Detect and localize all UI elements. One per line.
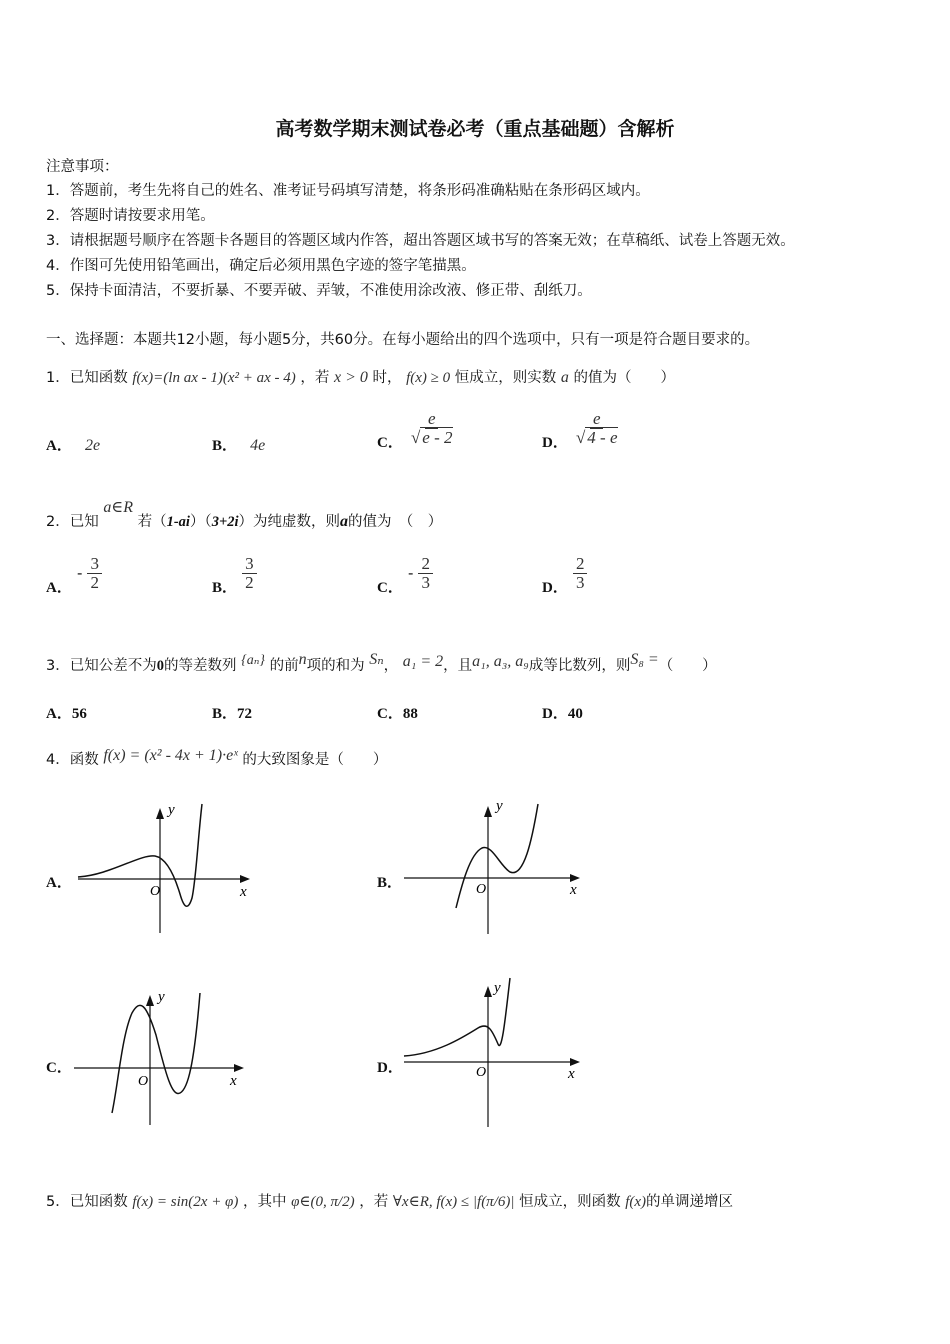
q1-text: 时， <box>372 370 402 386</box>
fraction-denominator: 2 <box>245 572 254 592</box>
q2-text: ）为纯虚数，则 <box>238 514 340 530</box>
origin-label: O <box>476 882 487 897</box>
q3-zero: 0 <box>156 658 164 674</box>
q2-option-c[interactable] <box>377 554 433 596</box>
option-label: D． <box>542 434 568 451</box>
q3-first-term: a₁ = 2 <box>402 653 444 670</box>
q2-number: 2．已知 <box>46 514 99 530</box>
q5-function: f(x) = sin(2x + φ) <box>132 1194 239 1210</box>
option-label: B． <box>212 579 238 596</box>
fraction-numerator: e <box>590 410 604 429</box>
q5-condition-2: ∀x∈R, f(x) ≤ |f(π/6)| <box>392 1194 515 1210</box>
q2-text: ）（ <box>189 514 212 530</box>
q1-option-c[interactable]: C． $\frac{e}{√ e - 2}$ <box>377 409 453 451</box>
fraction-numerator: 2 <box>573 555 588 574</box>
q4-option-b-label[interactable]: B． <box>377 875 403 891</box>
q2-text: 若（ <box>137 514 167 530</box>
q2-end: 的值为 （ ） <box>347 514 443 530</box>
q1-option-b[interactable] <box>212 434 265 455</box>
q3-terms: a₁, a₃, a₉ <box>472 653 529 670</box>
q4-graph-c[interactable] <box>70 985 260 1130</box>
x-axis-label: x <box>240 884 247 900</box>
q4-option-a-label[interactable]: A． <box>46 875 72 891</box>
option-value: 88 <box>402 706 418 722</box>
option-sign: - <box>407 562 414 582</box>
q1-option-a[interactable] <box>46 434 100 455</box>
q4-option-d-label[interactable]: D． <box>377 1060 403 1076</box>
notice-item: 1．答题前，考生先将自己的姓名、准考证号码填写清楚，将条形码准确粘贴在条形码区域内。 <box>46 183 650 199</box>
q3-sequence: {aₙ} <box>241 653 265 668</box>
q4-number: 4．函数 <box>46 752 99 768</box>
fraction-numerator: e <box>425 410 439 429</box>
q1-variable: a <box>560 369 569 386</box>
q5-end: 的单调递增区 <box>646 1194 734 1210</box>
option-label: D． <box>542 706 568 722</box>
q3-sum: Sₙ <box>369 651 384 668</box>
q4-option-c-label[interactable]: C． <box>46 1060 72 1076</box>
q4-graph-d[interactable] <box>400 972 590 1132</box>
option-label: C． <box>377 579 403 596</box>
option-label: B． <box>212 438 238 454</box>
q2-option-d[interactable] <box>542 554 587 596</box>
q1-condition-2: f(x) ≥ 0 <box>406 370 451 386</box>
q1-text: 恒成立，则实数 <box>454 370 557 386</box>
notice-item: 4．作图可先使用铅笔画出，确定后必须用黑色字迹的签字笔描黑。 <box>46 258 476 274</box>
q3-text: ， <box>383 658 399 674</box>
q3-n: n <box>298 651 307 668</box>
y-axis-label: y <box>158 989 165 1005</box>
x-axis-label: x <box>570 882 577 898</box>
q4-end: 的大致图象是（ ） <box>242 752 388 768</box>
q3-text: 的等差数列 <box>163 658 237 674</box>
origin-label: O <box>138 1074 149 1089</box>
q4-graph-b[interactable] <box>400 796 590 936</box>
q2-complex-2: 3+2i <box>211 514 239 530</box>
option-label: A． <box>46 579 72 596</box>
q3-s8: S₈ = <box>630 651 659 668</box>
page-title: 高考数学期末测试卷必考（重点基础题）含解析 <box>275 118 675 140</box>
q5-text: 恒成立，则函数 <box>519 1194 621 1210</box>
origin-label: O <box>150 884 161 899</box>
fraction-numerator: 3 <box>242 555 257 574</box>
q3-text: ，且 <box>443 658 473 674</box>
option-value: 2e <box>84 437 101 454</box>
q3-text: 项的和为 <box>306 658 365 674</box>
q5-text: ，其中 <box>242 1194 287 1210</box>
fraction-denominator: 2 <box>90 572 99 592</box>
question-5 <box>46 1190 733 1211</box>
q3-option-d[interactable] <box>542 702 583 723</box>
fraction-denominator: e - 2 <box>422 427 453 447</box>
option-value: 4e <box>250 437 266 454</box>
notice-item: 2．答题时请按要求用笔。 <box>46 208 215 224</box>
option-value: 56 <box>71 706 87 722</box>
option-label: A． <box>46 438 72 454</box>
notice-item: 5．保持卡面清洁，不要折暴、不要弄破、弄皱，不准使用涂改液、修正带、刮纸刀。 <box>46 283 592 299</box>
x-axis-label: x <box>568 1066 575 1082</box>
q2-option-a[interactable] <box>46 554 102 596</box>
q1-end: 的值为（ ） <box>573 370 675 386</box>
notice-item: 3．请根据题号顺序在答题卡各题目的答题区域内作答，超出答题区域书写的答案无效；在草稿纸、试卷上答题无效。 <box>46 233 795 249</box>
fraction-denominator: 3 <box>421 572 430 592</box>
q5-number: 5．已知函数 <box>46 1194 128 1210</box>
option-label: D． <box>542 579 568 596</box>
q1-function: f(x)=(ln ax - 1)(x² + ax - 4) <box>132 370 296 386</box>
q2-condition: a∈R <box>103 499 133 516</box>
option-label: B． <box>212 706 238 722</box>
notice-heading: 注意事项： <box>46 159 119 175</box>
option-label: C． <box>377 434 403 451</box>
q2-option-b[interactable] <box>212 554 257 596</box>
q5-fx: f(x) <box>625 1194 647 1210</box>
q3-end: （ ） <box>658 658 717 674</box>
q3-number: 3．已知公差不为 <box>46 658 157 674</box>
y-axis-label: y <box>496 798 503 814</box>
option-value: 72 <box>237 706 253 722</box>
q3-option-b[interactable] <box>212 702 252 723</box>
section-heading: 一、选择题：本题共12小题，每小题5分，共60分。在每小题给出的四个选项中，只有一项是符合题目要求的。 <box>46 332 760 348</box>
q3-text: 的前 <box>269 658 299 674</box>
q5-text: ，若 <box>359 1194 389 1210</box>
question-3 <box>46 651 717 675</box>
fraction-denominator: 4 - e <box>587 427 618 447</box>
q3-text: 成等比数列，则 <box>528 658 631 674</box>
question-1 <box>46 366 675 387</box>
q5-condition: φ∈(0, π/2) <box>291 1194 355 1210</box>
q4-graph-a[interactable] <box>70 798 260 938</box>
y-axis-label: y <box>168 802 175 818</box>
option-label: C． <box>377 706 403 722</box>
x-axis-label: x <box>230 1073 237 1089</box>
question-2 <box>46 499 443 531</box>
q1-text: ，若 <box>300 370 330 386</box>
q1-option-d[interactable]: D． $\frac{e}{√ 4 - e}$ <box>542 409 618 451</box>
q2-complex-1: 1-ai <box>166 514 190 530</box>
q2-variable: a <box>339 513 348 530</box>
fraction-denominator: 3 <box>575 572 585 592</box>
q3-option-c[interactable] <box>377 702 418 723</box>
option-value: 40 <box>567 706 583 722</box>
y-axis-label: y <box>494 980 501 996</box>
q3-option-a[interactable] <box>46 702 87 723</box>
fraction-numerator: 3 <box>87 555 102 574</box>
option-sign: - <box>76 562 83 582</box>
q1-condition: x > 0 <box>333 369 368 386</box>
fraction-numerator: 2 <box>418 555 433 574</box>
option-label: A． <box>46 706 72 722</box>
q4-function: f(x) = (x² - 4x + 1)·eˣ <box>103 747 238 764</box>
origin-label: O <box>476 1065 487 1080</box>
q1-number: 1．已知函数 <box>46 370 128 386</box>
question-4 <box>46 748 387 769</box>
